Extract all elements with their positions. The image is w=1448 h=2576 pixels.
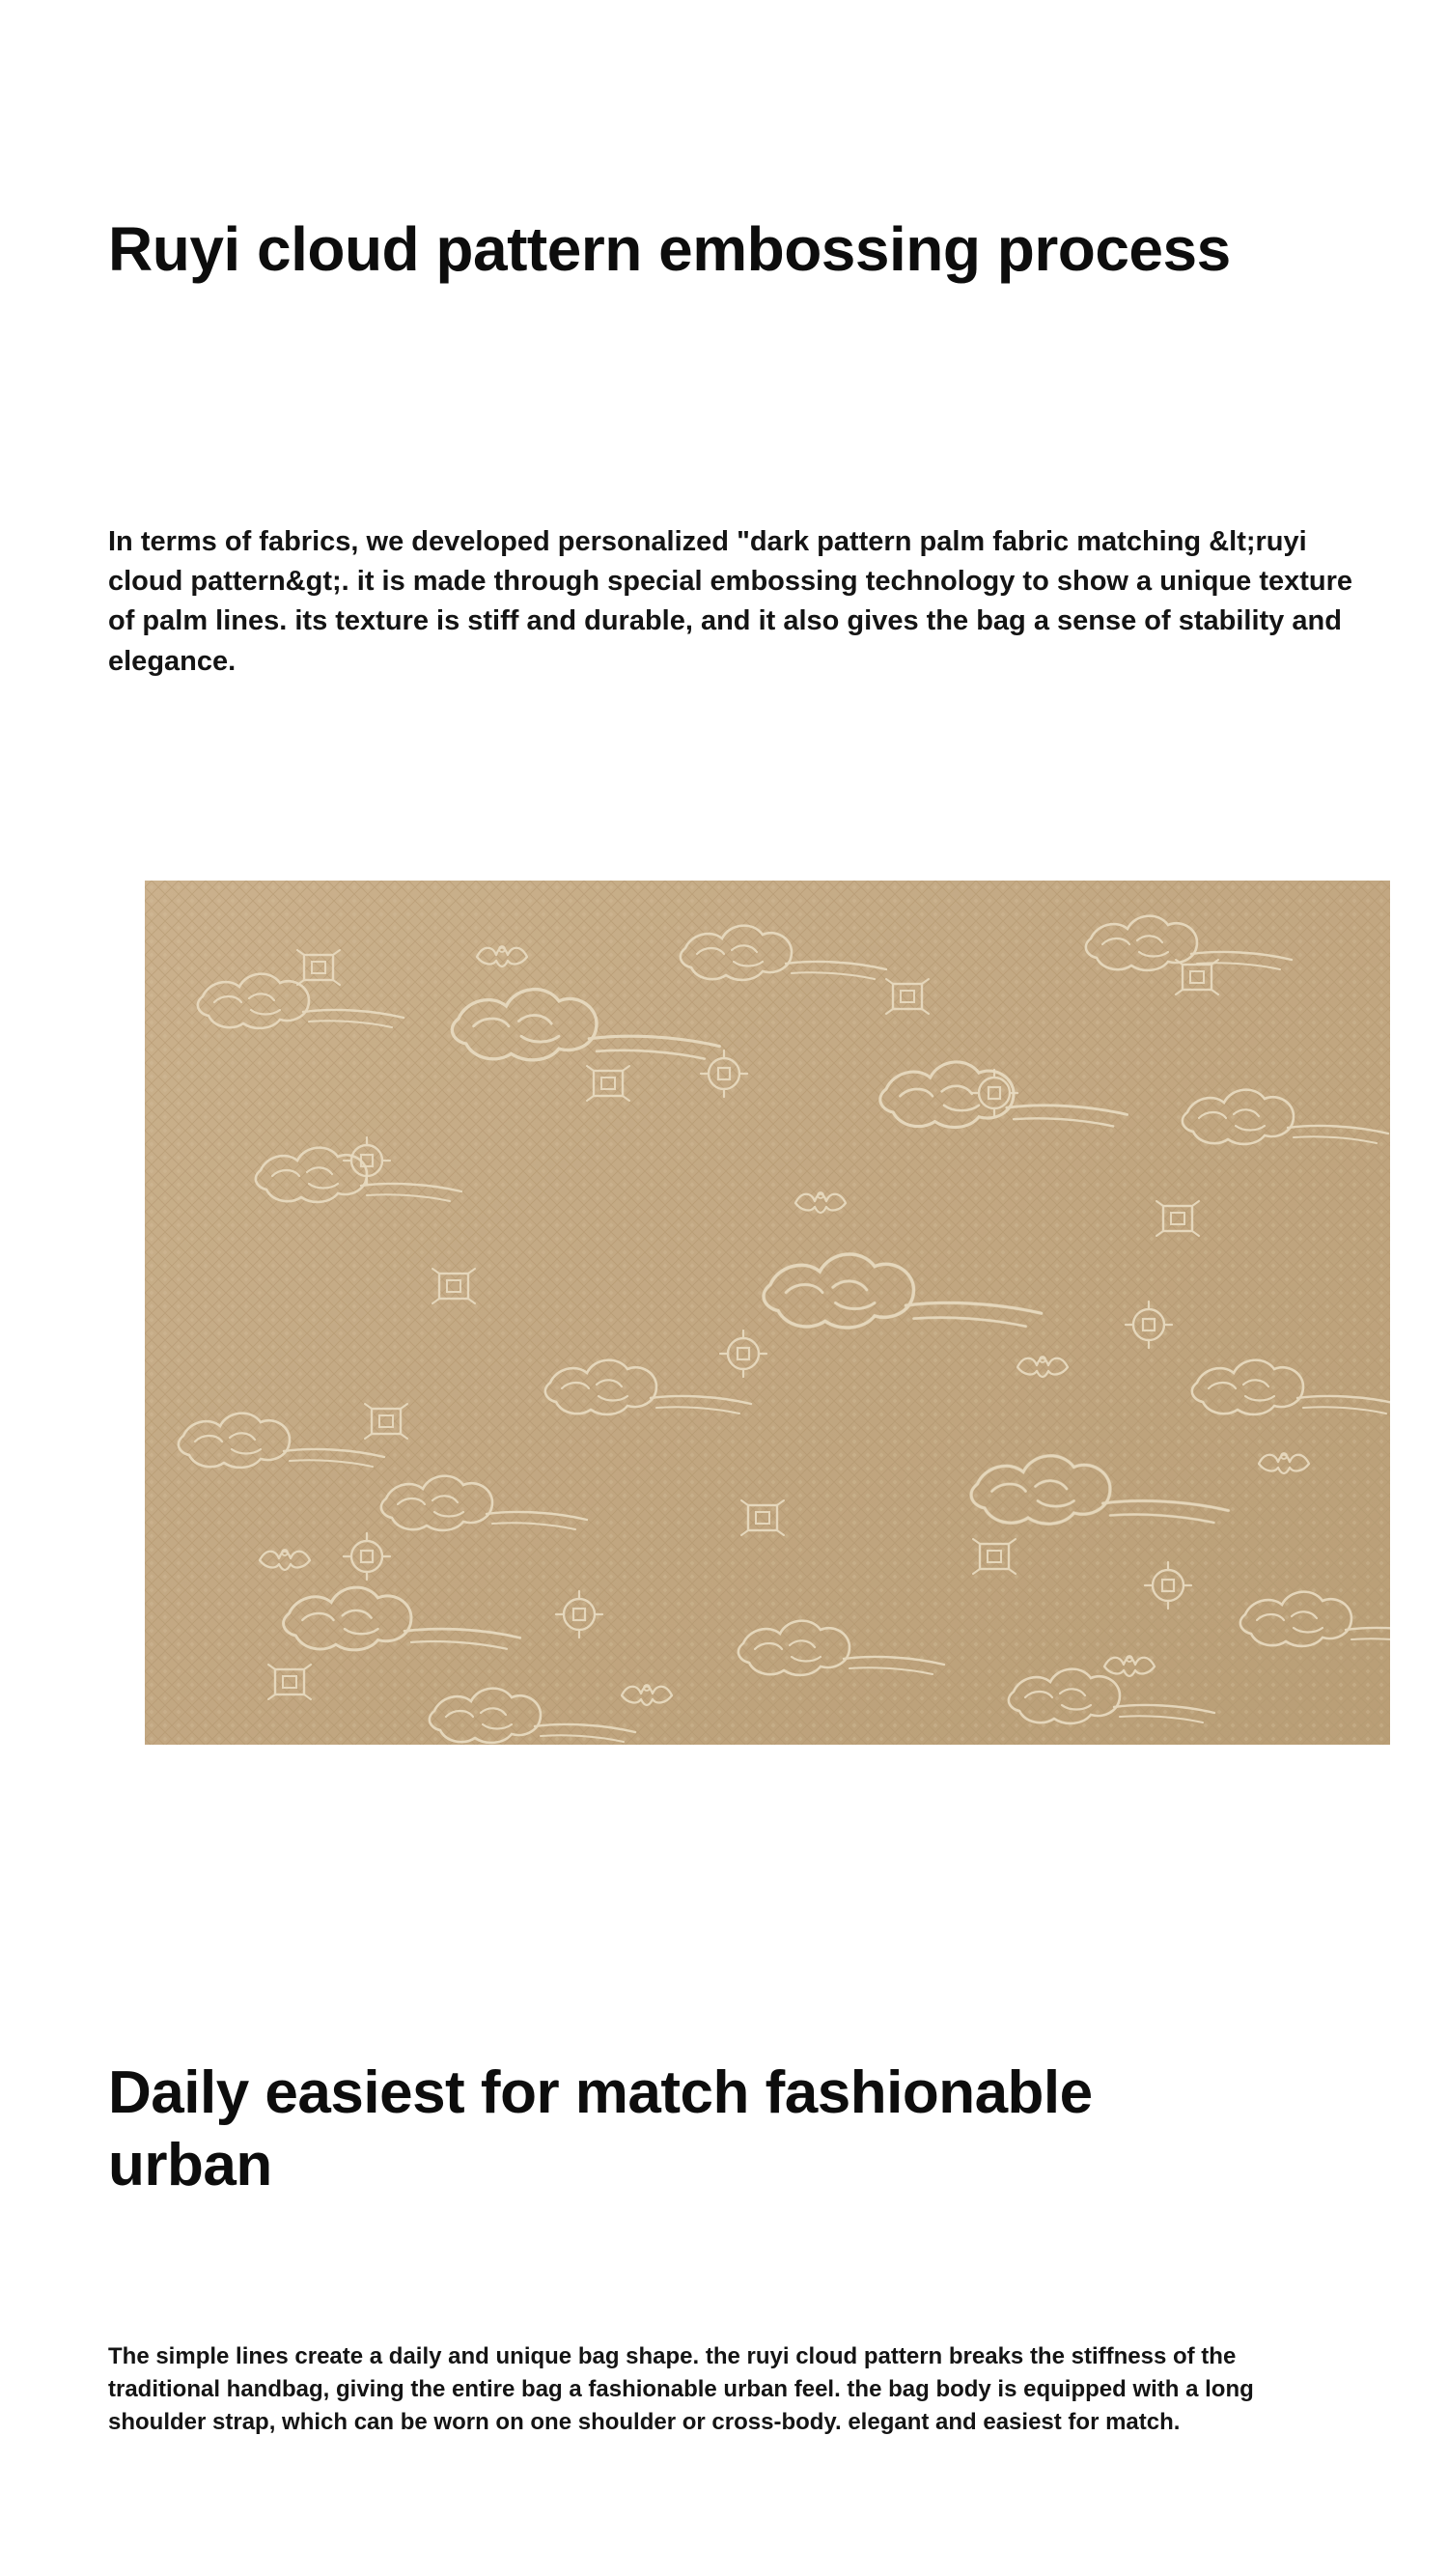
section-2-heading: Daily easiest for match fashionable urban xyxy=(108,2059,1093,2198)
section-2-body-text: The simple lines create a daily and unique bag shape. the ruyi cloud pattern breaks the stiffness of the traditional handbag, giving the entire bag a fashionable urban feel. the bag body is equipped with a long shoulder strap, which can be worn on one shoulder or cross-body. elegant and easiest for match. xyxy=(108,2343,1254,2436)
section-1-heading: Ruyi cloud pattern embossing process xyxy=(108,213,1231,284)
fabric-swatch-image xyxy=(145,881,1390,1745)
section-1-body-text: In terms of fabrics, we developed personalized "dark pattern palm fabric matching &lt;ruyi cloud pattern&gt;. it is made through special embossing technology to show a unique texture of palm lines. its texture is stiff and durable, and it also gives the bag a sense of stability and elegance. xyxy=(108,526,1353,677)
fabric-swatch-graphic xyxy=(145,881,1390,1745)
